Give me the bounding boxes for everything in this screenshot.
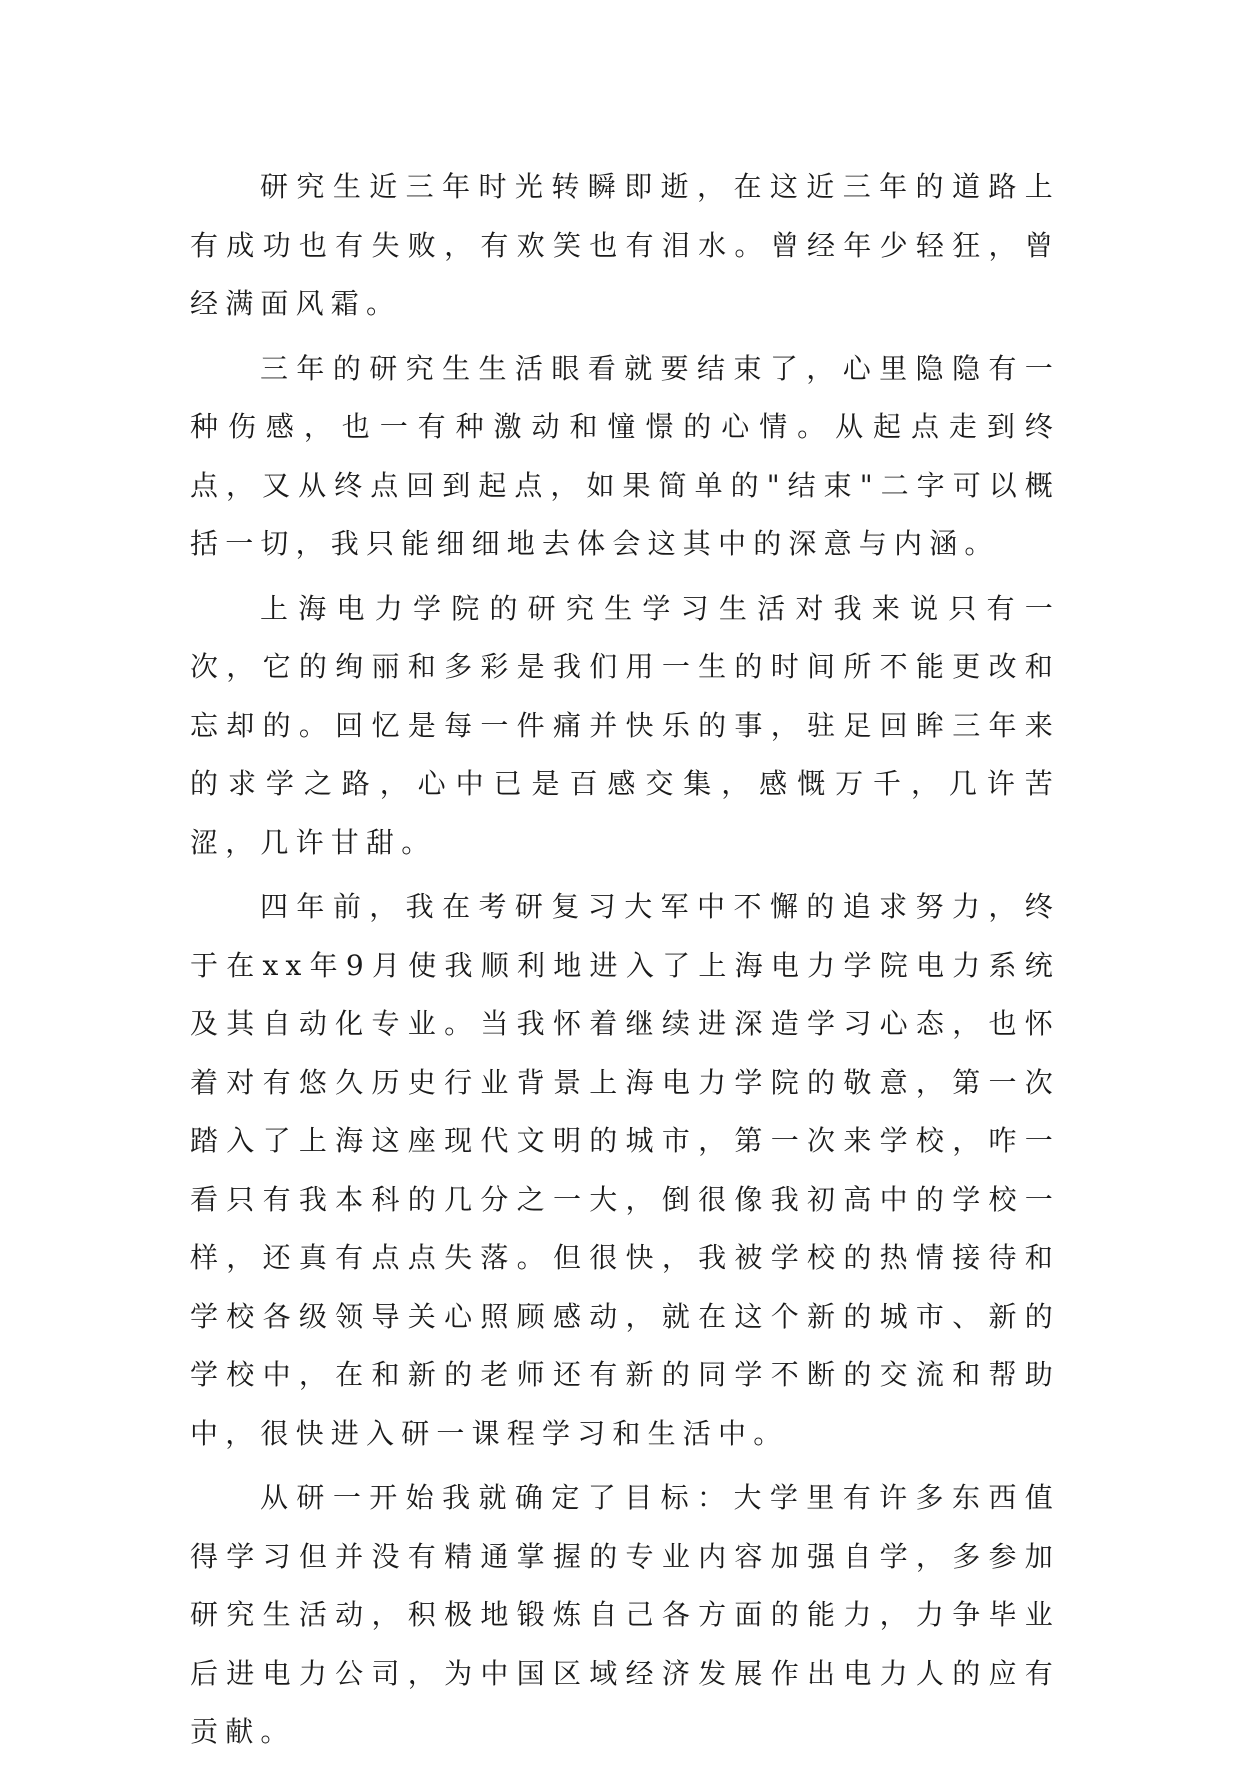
paragraph-1: 研究生近三年时光转瞬即逝，在这近三年的道路上有成功也有失败，有欢笑也有泪水。曾经年少轻狂，曾经满面风霜。 [190, 170, 1060, 320]
paragraph-4: 四年前，我在考研复习大军中不懈的追求努力，终于在xx年9月使我顺利地进入了上海电力学院电力系统及其自动化专业。当我怀着继续进深造学习心态，也怀着对有悠久历史行业背景上海电力学院的敬意，第一次踏入了上海这座现代文明的城市，第一次来学校，咋一看只有我本科的几分之一大，倒很像我初高中的学校一样，还真有点点失落。但很快，我被学校的热情接待和学校各级领导关心照顾感动，就在这个新的城市、新的学校中，在和新的老师还有新的同学不断的交流和帮助中，很快进入研一课程学习和生活中。 [190, 890, 1060, 1450]
paragraph-5: 从研一开始我就确定了目标：大学里有许多东西值得学习但并没有精通掌握的专业内容加强自学，多参加研究生活动，积极地锻炼自己各方面的能力，力争毕业后进电力公司，为中国区域经济发展作出电力人的应有贡献。 [190, 1481, 1060, 1748]
paragraph-2: 三年的研究生生活眼看就要结束了，心里隐隐有一种伤感，也一有种激动和憧憬的心情。从起点走到终点，又从终点回到起点，如果简单的"结束"二字可以概括一切，我只能细细地去体会这其中的深意与内涵。 [190, 351, 1060, 560]
paragraph-3: 上海电力学院的研究生学习生活对我来说只有一次，它的绚丽和多彩是我们用一生的时间所不能更改和忘却的。回忆是每一件痛并快乐的事，驻足回眸三年来的求学之路，心中已是百感交集，感慨万千，几许苦涩，几许甘甜。 [190, 591, 1060, 859]
document-body [190, 158, 1060, 1768]
